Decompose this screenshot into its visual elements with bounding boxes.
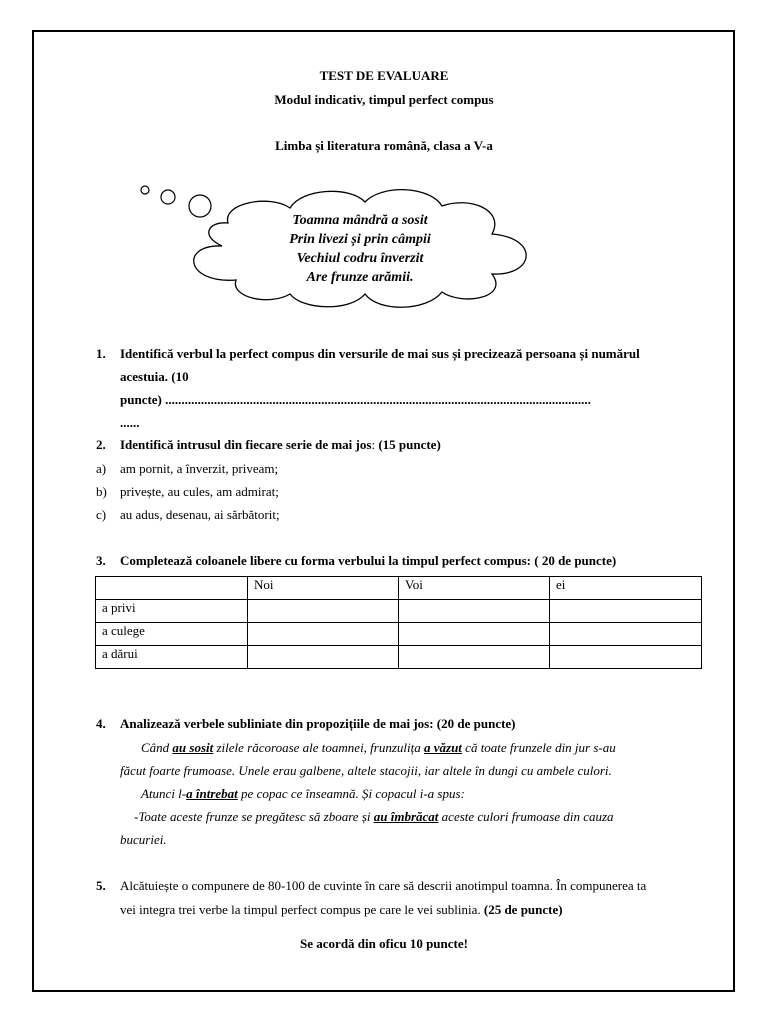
q4-paragraph-line xyxy=(134,809,614,825)
q4-paragraph-line xyxy=(141,786,465,802)
footer-note: Se acordă din oficu 10 puncte! xyxy=(300,936,468,951)
course-label: Limba și literatura română, clasa a V-a xyxy=(275,138,493,153)
table-header-cell xyxy=(96,577,248,600)
answer-cell[interactable] xyxy=(399,646,550,669)
q4-number: 4. xyxy=(96,716,106,731)
q2-item-letter: c) xyxy=(96,507,107,522)
q5-text-line2 xyxy=(120,902,563,918)
verb-table xyxy=(95,576,702,669)
answer-cell[interactable] xyxy=(399,623,550,646)
q4-text-span: Când xyxy=(141,740,173,755)
q1-text-line1: Identifică verbul la perfect compus din versurile de mai sus și precizează persoana și numărul xyxy=(120,346,640,361)
q4-text-span: zilele răcoroase ale toamnei, frunzulița xyxy=(213,740,424,755)
poem xyxy=(230,211,490,287)
table-row-verb: a dărui xyxy=(96,646,248,669)
answer-cell[interactable] xyxy=(248,623,399,646)
q4-text-span: Atunci l- xyxy=(141,786,187,801)
q2-text xyxy=(120,437,441,453)
q4-paragraph-line: bucuriei. xyxy=(120,832,167,847)
q1-answer-line-cont: ...... xyxy=(120,415,140,430)
q3-text: Completează coloanele libere cu forma verbului la timpul perfect compus: ( 20 de puncte) xyxy=(120,553,617,568)
q2-colon: : xyxy=(371,437,376,452)
q5-text-span: vei integra trei verbe la timpul perfect compus pe care le vei sublinia. xyxy=(120,902,484,917)
q2-item: privește, au cules, am admirat; xyxy=(120,484,279,499)
q4-text-span: aceste culori frumoase din cauza xyxy=(438,809,614,824)
q4-text-span: -Toate aceste frunze se pregătesc să zboare și xyxy=(134,809,374,824)
poem-line: Are frunze arămii. xyxy=(306,270,414,285)
answer-cell[interactable] xyxy=(550,600,702,623)
q2-instruction: Identifică intrusul din fiecare serie de mai jos xyxy=(120,437,372,452)
underlined-verb: a văzut xyxy=(424,740,462,755)
q1-answer-line: puncte) ................................................................................................................................... xyxy=(120,392,591,407)
q3-number: 3. xyxy=(96,553,106,568)
q4-text-span: că toate frunzele din jur s-au xyxy=(461,740,616,755)
poem-line: Prin livezi și prin câmpii xyxy=(289,232,431,247)
table-row xyxy=(96,646,702,669)
answer-cell[interactable] xyxy=(248,600,399,623)
q2-item: au adus, desenau, ai sărbătorit; xyxy=(120,507,280,522)
poem-line: Vechiul codru înverzit xyxy=(296,251,424,266)
answer-cell[interactable] xyxy=(399,600,550,623)
table-header-row xyxy=(96,577,702,600)
q2-points: (15 puncte) xyxy=(375,437,441,452)
underlined-verb: au sosit xyxy=(172,740,214,755)
q1-number: 1. xyxy=(96,346,106,361)
table-header-cell: Noi xyxy=(248,577,399,600)
q5-number: 5. xyxy=(96,878,106,893)
q4-text-span: pe copac ce înseamnă. Și copacul i-a spus: xyxy=(237,786,465,801)
test-subtitle: Modul indicativ, timpul perfect compus xyxy=(274,92,494,107)
table-row-verb: a privi xyxy=(96,600,248,623)
q5-points: (25 de puncte) xyxy=(483,902,563,917)
q2-number: 2. xyxy=(96,437,106,452)
q4-text: Analizează verbele subliniate din propozițiile de mai jos: (20 de puncte) xyxy=(120,716,516,731)
answer-cell[interactable] xyxy=(550,646,702,669)
table-row xyxy=(96,600,702,623)
q2-item: am pornit, a înverzit, priveam; xyxy=(120,461,279,476)
underlined-verb: a întrebat xyxy=(186,786,238,801)
table-row-verb: a culege xyxy=(96,623,248,646)
test-title: TEST DE EVALUARE xyxy=(319,68,449,83)
table-header-cell: ei xyxy=(550,577,702,600)
table-header-cell: Voi xyxy=(399,577,550,600)
answer-cell[interactable] xyxy=(248,646,399,669)
q5-text-line1: Alcătuiește o compunere de 80-100 de cuvinte în care să descrii anotimpul toamna. În compunerea ta xyxy=(120,878,647,893)
q4-paragraph-line xyxy=(141,740,616,756)
underlined-verb: au îmbrăcat xyxy=(373,809,439,824)
q2-item-letter: a) xyxy=(96,461,107,476)
q4-paragraph-line: făcut foarte frumoase. Unele erau galbene, altele stacojii, iar altele în dungi cu ambele culori. xyxy=(120,763,612,778)
table-row xyxy=(96,623,702,646)
answer-cell[interactable] xyxy=(550,623,702,646)
q1-text-line2: acestuia. (10 xyxy=(120,369,189,384)
q2-item-letter: b) xyxy=(96,484,107,499)
poem-line: Toamna mândră a sosit xyxy=(292,213,428,228)
